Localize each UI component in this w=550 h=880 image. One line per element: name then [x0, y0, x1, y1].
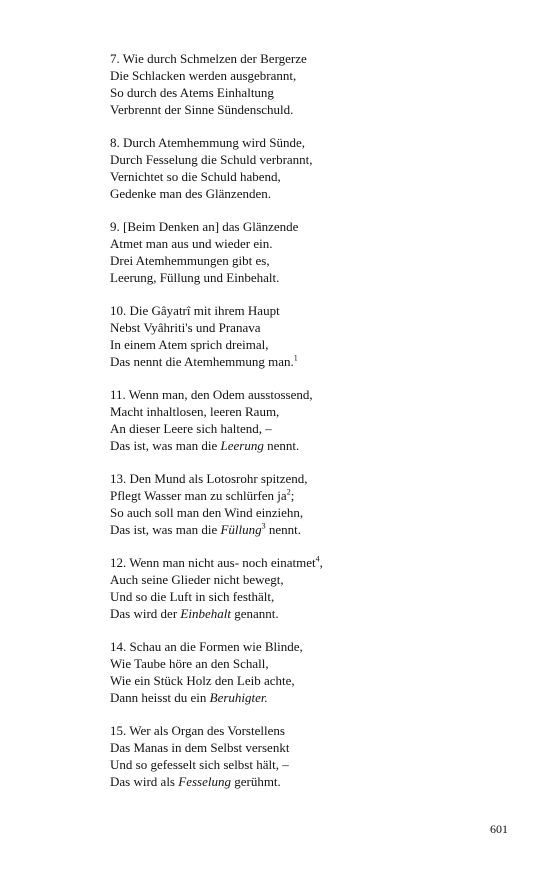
verse-line — [110, 487, 510, 504]
footnote-marker: 4 — [315, 554, 320, 564]
verse-text: Wie ein Stück Holz den Leib achte, — [110, 673, 295, 688]
verse-line — [110, 269, 510, 286]
stanza — [110, 554, 510, 622]
verse-text: nennt. — [263, 438, 300, 453]
verse-text: ; — [290, 488, 295, 503]
verse-line — [110, 386, 510, 403]
verse-line — [110, 353, 510, 370]
verse-line — [110, 101, 510, 118]
verse-text: Durch Fesselung die Schuld verbrannt, — [110, 152, 313, 167]
verse-line — [110, 437, 510, 454]
verse-line — [110, 773, 510, 790]
stanza — [110, 722, 510, 790]
emphasized-term: Einbehalt — [180, 606, 231, 621]
verse-line — [110, 168, 510, 185]
verse-text: Und so die Luft in sich festhält, — [110, 589, 275, 604]
verse-text: 13. Den Mund als Lotosrohr spitzend, — [110, 471, 308, 486]
footnote-marker: 2 — [286, 487, 291, 497]
verse-line — [110, 470, 510, 487]
verse-text: An dieser Leere sich haltend, – — [110, 421, 272, 436]
stanza — [110, 638, 510, 706]
verse-text: Verbrennt der Sinne Sündenschuld. — [110, 102, 294, 117]
verse-line — [110, 655, 510, 672]
verse-text: Dann heisst du ein — [110, 690, 210, 705]
verse-line — [110, 185, 510, 202]
stanza — [110, 218, 510, 286]
verse-line — [110, 50, 510, 67]
verse-text: Gedenke man des Glänzenden. — [110, 186, 271, 201]
emphasized-term: Füllung — [220, 522, 262, 537]
stanza — [110, 134, 510, 202]
verse-text: Das wird der — [110, 606, 181, 621]
stanza — [110, 470, 510, 538]
verse-line — [110, 605, 510, 622]
verse-text: Wie Taube höre an den Schall, — [110, 656, 269, 671]
verse-text: Macht inhaltlosen, leeren Raum, — [110, 404, 280, 419]
verse-line — [110, 252, 510, 269]
verse-line — [110, 218, 510, 235]
verse-text: 9. [Beim Denken an] das Glänzende — [110, 219, 299, 234]
verse-line — [110, 521, 510, 538]
verse-line — [110, 403, 510, 420]
verse-text: Pflegt Wasser man zu schlürfen ja — [110, 488, 287, 503]
verse-line — [110, 638, 510, 655]
verse-line — [110, 672, 510, 689]
verse-text: Das wird als — [110, 774, 179, 789]
verse-line — [110, 739, 510, 756]
verse-text: Das nennt die Atemhemmung man. — [110, 354, 294, 369]
verse-line — [110, 756, 510, 773]
verse-text: Drei Atemhemmungen gibt es, — [110, 253, 270, 268]
emphasized-term: Leerung — [220, 438, 264, 453]
verse-line — [110, 319, 510, 336]
verse-text: Das ist, was man die — [110, 522, 221, 537]
verse-text: Atmet man aus und wieder ein. — [110, 236, 273, 251]
verse-text: Auch seine Glieder nicht bewegt, — [110, 572, 284, 587]
verse-line — [110, 588, 510, 605]
verse-text: Nebst Vyâhriti's und Pranava — [110, 320, 261, 335]
verse-text: Das Manas in dem Selbst versenkt — [110, 740, 290, 755]
verse-line — [110, 302, 510, 319]
verse-line — [110, 235, 510, 252]
verse-text: In einem Atem sprich dreimal, — [110, 337, 269, 352]
verse-text: 8. Durch Atemhemmung wird Sünde, — [110, 135, 305, 150]
verse-text: Und so gefesselt sich selbst hält, – — [110, 757, 289, 772]
verse-text: Die Schlacken werden ausgebrannt, — [110, 68, 297, 83]
verse-text: 10. Die Gâyatrî mit ihrem Haupt — [110, 303, 280, 318]
emphasized-term: Fesselung — [178, 774, 231, 789]
verse-line — [110, 151, 510, 168]
verse-text: Leerung, Füllung und Einbehalt. — [110, 270, 280, 285]
footnote-marker: 1 — [293, 353, 298, 363]
stanza — [110, 386, 510, 454]
verse-line — [110, 554, 510, 571]
verse-text: So durch des Atems Einhaltung — [110, 85, 274, 100]
emphasized-term: Beruhigter. — [209, 690, 268, 705]
page-number: 601 — [490, 822, 508, 836]
verse-line — [110, 336, 510, 353]
verse-line — [110, 571, 510, 588]
verse-text: 14. Schau an die Formen wie Blinde, — [110, 639, 303, 654]
verse-text: nennt. — [265, 522, 302, 537]
verse-line — [110, 420, 510, 437]
verse-line — [110, 84, 510, 101]
verse-text: 12. Wenn man nicht aus- noch einatmet — [110, 555, 316, 570]
verse-text: 15. Wer als Organ des Vorstellens — [110, 723, 285, 738]
verse-text: gerühmt. — [230, 774, 281, 789]
verse-line — [110, 504, 510, 521]
verse-line — [110, 67, 510, 84]
verse-text: Das ist, was man die — [110, 438, 221, 453]
verse-text: 7. Wie durch Schmelzen der Bergerze — [110, 51, 307, 66]
verse-text: genannt. — [230, 606, 279, 621]
verse-line — [110, 689, 510, 706]
stanza — [110, 50, 510, 118]
stanza — [110, 302, 510, 370]
poem-text — [110, 50, 510, 806]
verse-line — [110, 722, 510, 739]
verse-line — [110, 134, 510, 151]
verse-text: 11. Wenn man, den Odem ausstossend, — [110, 387, 313, 402]
footnote-marker: 3 — [261, 521, 266, 531]
verse-text: Vernichtet so die Schuld habend, — [110, 169, 281, 184]
verse-text: , — [319, 555, 323, 570]
verse-text: So auch soll man den Wind einziehn, — [110, 505, 304, 520]
